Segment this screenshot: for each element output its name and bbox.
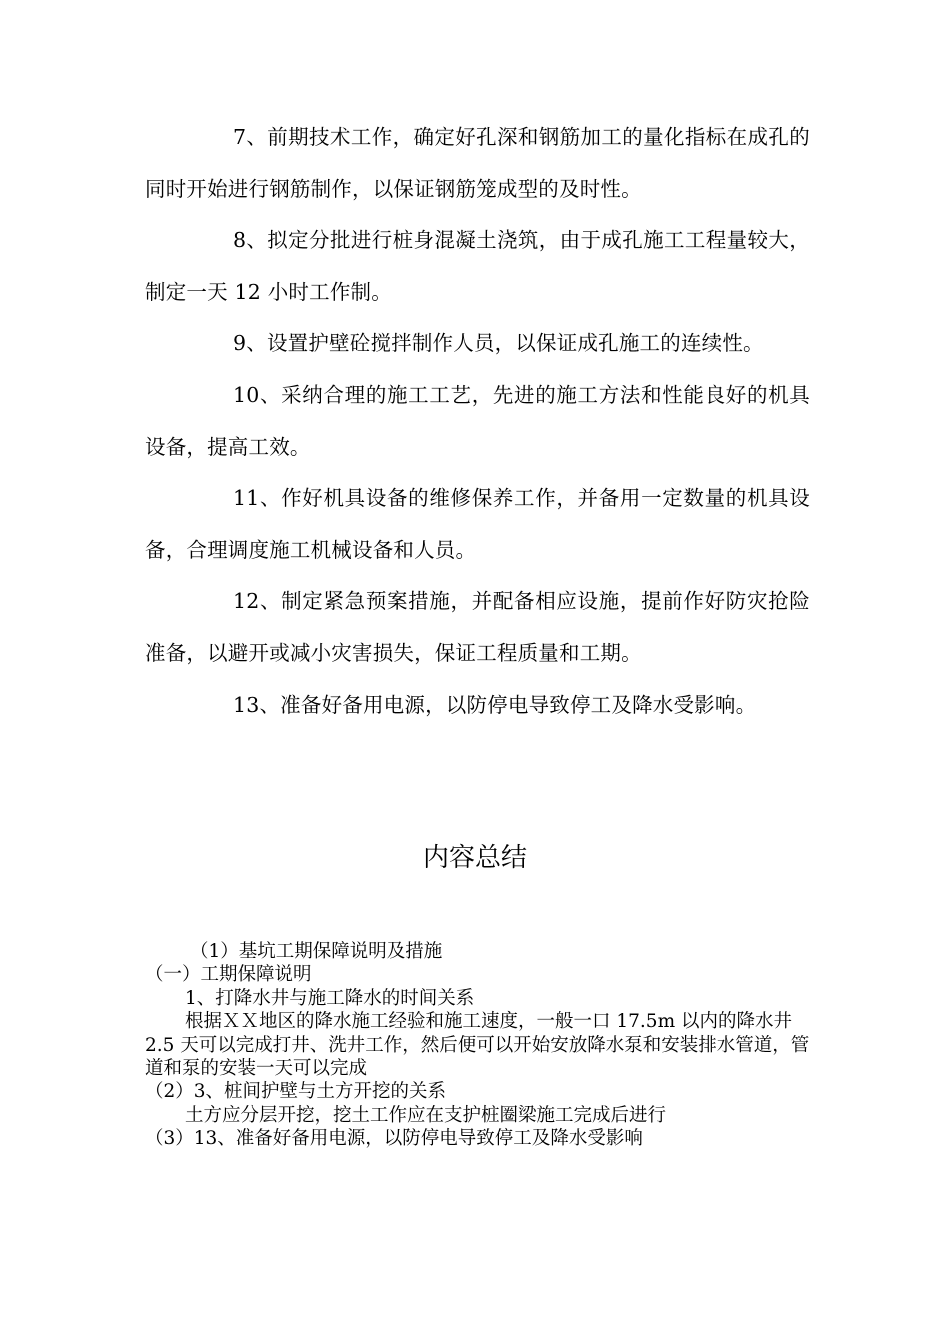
- summary-line-item-1: 1、打降水井与施工降水的时间关系: [185, 987, 475, 1009]
- body-paragraph-9: 9、设置护壁砼搅拌制作人员，以保证成孔施工的连续性。: [233, 331, 764, 356]
- body-paragraph-8: 8、拟定分批进行桩身混凝土浇筑，由于成孔施工工程量较大，制定一天 12 小时工作制。: [145, 228, 810, 304]
- body-text: [145, 112, 810, 731]
- body-paragraph-13: 13、准备好备用电源，以防停电导致停工及降水受影响。: [233, 692, 757, 717]
- summary-section: [145, 940, 813, 1151]
- summary-line-item-2: （2）3、桩间护壁与土方开挖的关系: [145, 1081, 447, 1103]
- summary-line-detail-2: 土方应分层开挖，挖土工作应在支护桩圈梁施工完成后进行: [185, 1104, 667, 1126]
- summary-line-heading: （1）基坑工期保障说明及措施: [190, 941, 443, 962]
- body-paragraph-12: 12、制定紧急预案措施，并配备相应设施，提前作好防灾抢险准备，以避开或减小灾害损失，保证工程质量和工期。: [145, 589, 810, 665]
- summary-title: 内容总结: [422, 843, 527, 873]
- body-paragraph-10: 10、采纳合理的施工工艺，先进的施工方法和性能良好的机具设备，提高工效。: [145, 382, 810, 459]
- summary-line-item-3: （3）13、准备好备用电源，以防停电导致停工及降水受影响: [145, 1128, 643, 1150]
- body-paragraph-7: 7、前期技术工作，确定好孔深和钢筋加工的量化指标在成孔的同时开始进行钢筋制作，以保证钢筋笼成型的及时性。: [145, 125, 810, 201]
- body-paragraph-11: 11、作好机具设备的维修保养工作，并备用一定数量的机具设备，合理调度施工机械设备和人员。: [145, 486, 810, 562]
- summary-line-detail-1: 根据ＸＸ地区的降水施工经验和施工速度，一般一口 17.5m 以内的降水井 2.5 天可以完成打井、洗井工作，然后便可以开始安放降水泵和安装排水管道，管道和泵的安装一天可以完成: [145, 1011, 810, 1080]
- summary-line-subheading: （一）工期保障说明: [145, 964, 312, 986]
